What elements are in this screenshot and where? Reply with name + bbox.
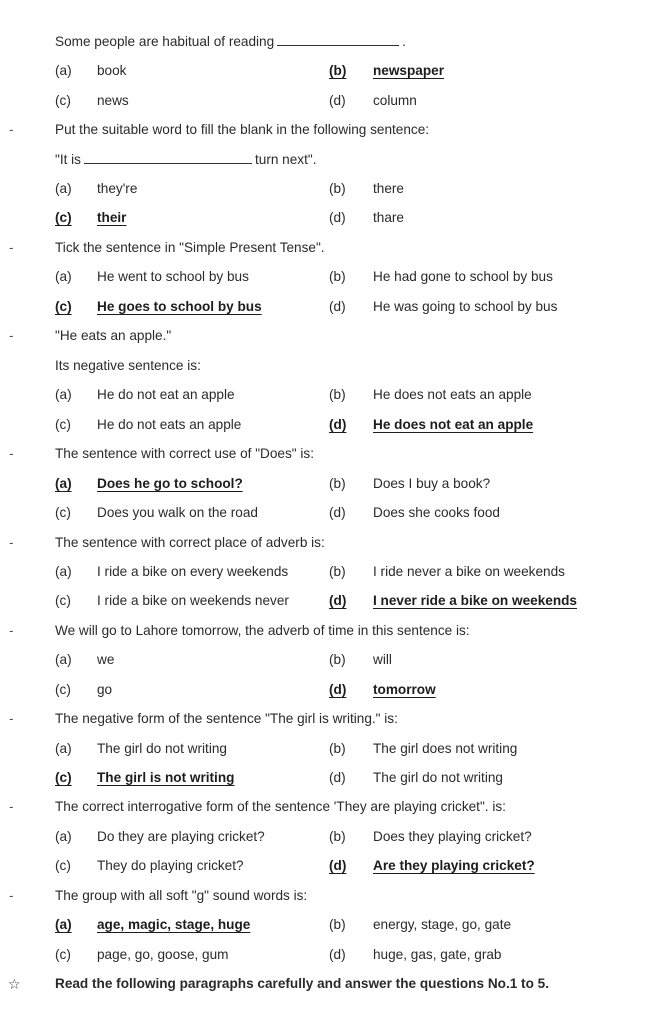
option-text: Does I buy a book?	[373, 476, 491, 491]
options-row	[0, 208, 657, 228]
option-label: (d)	[329, 770, 346, 785]
options-row	[0, 915, 657, 935]
option-text: energy, stage, go, gate	[373, 917, 512, 932]
option-text-correct: He does not eat an apple	[373, 417, 534, 432]
option-text-correct: The girl is not writing	[97, 770, 235, 785]
options-row	[0, 91, 657, 111]
options-row	[0, 297, 657, 317]
option-label-correct: (c)	[55, 770, 72, 785]
option-label: (d)	[329, 93, 346, 108]
question-stem-text: The correct interrogative form of the sentence 'They are playing cricket". is:	[55, 799, 506, 814]
question-stem-text: Put the suitable word to fill the blank in the following sentence:	[55, 122, 430, 137]
options-row	[0, 680, 657, 700]
question-stem-text: The sentence with correct use of "Does" is:	[55, 446, 314, 461]
options-row	[0, 61, 657, 81]
question-9-stem	[0, 797, 657, 817]
option-label-correct: (b)	[329, 63, 347, 78]
options-row	[0, 650, 657, 670]
options-row	[0, 945, 657, 965]
option-text: He do not eat an apple	[97, 387, 235, 402]
bullet-dash: -	[9, 446, 14, 461]
question-stem-text: The negative form of the sentence "The girl is writing." is:	[55, 711, 398, 726]
option-text: The girl does not writing	[373, 741, 518, 756]
options-row	[0, 827, 657, 847]
option-text: will	[373, 652, 392, 667]
option-text: The girl do not writing	[97, 741, 227, 756]
option-label: (b)	[329, 741, 346, 756]
bullet-dash: -	[9, 122, 14, 137]
option-label: (c)	[55, 682, 71, 697]
option-text: They do playing cricket?	[97, 858, 244, 873]
option-label-correct: (d)	[329, 417, 347, 432]
options-row	[0, 768, 657, 788]
option-text: He had gone to school by bus	[373, 269, 553, 284]
option-label: (b)	[329, 476, 346, 491]
options-row	[0, 179, 657, 199]
options-row	[0, 562, 657, 582]
question-1-stem	[0, 32, 657, 52]
option-text: Does she cooks food	[373, 505, 500, 520]
option-text: Does you walk on the road	[97, 505, 258, 520]
option-text-correct: newspaper	[373, 63, 445, 78]
question-8-stem	[0, 709, 657, 729]
option-label: (d)	[329, 210, 346, 225]
option-label: (b)	[329, 387, 346, 402]
option-text: huge, gas, gate, grab	[373, 947, 502, 962]
options-row	[0, 474, 657, 494]
answer-blank	[277, 33, 399, 46]
bullet-dash: -	[9, 328, 14, 343]
option-label: (a)	[55, 652, 72, 667]
option-label: (b)	[329, 564, 346, 579]
question-7-stem	[0, 621, 657, 641]
option-label: (d)	[329, 947, 346, 962]
option-text-correct: tomorrow	[373, 682, 436, 697]
option-text: they're	[97, 181, 138, 196]
options-row	[0, 739, 657, 759]
option-label-correct: (c)	[55, 210, 72, 225]
option-text-correct: Are they playing cricket?	[373, 858, 535, 873]
option-text-correct: Does he go to school?	[97, 476, 243, 491]
option-text: Does they playing cricket?	[373, 829, 532, 844]
option-label: (a)	[55, 387, 72, 402]
answer-blank	[84, 151, 252, 164]
question-stem-text: We will go to Lahore tomorrow, the adverb of time in this sentence is:	[55, 623, 470, 638]
instruction-text: Read the following paragraphs carefully and answer the questions No.1 to 5.	[55, 976, 550, 991]
option-label: (b)	[329, 829, 346, 844]
question-stem-text: "It is	[55, 152, 81, 167]
option-label: (c)	[55, 593, 71, 608]
option-label: (d)	[329, 299, 346, 314]
options-row	[0, 856, 657, 876]
option-text: page, go, goose, gum	[97, 947, 229, 962]
reading-instruction	[0, 974, 657, 994]
options-row	[0, 591, 657, 611]
option-label-correct: (d)	[329, 858, 347, 873]
option-text-correct: I never ride a bike on weekends	[373, 593, 577, 608]
option-text: thare	[373, 210, 404, 225]
option-text: go	[97, 682, 113, 697]
question-6-stem	[0, 533, 657, 553]
option-label: (d)	[329, 505, 346, 520]
question-stem-text: Some people are habitual of reading	[55, 34, 275, 49]
option-text-correct: He goes to school by bus	[97, 299, 262, 314]
option-text: The girl do not writing	[373, 770, 503, 785]
star-outline-icon: ☆	[8, 976, 21, 992]
question-2-stem	[0, 120, 657, 140]
option-text: Do they are playing cricket?	[97, 829, 265, 844]
bullet-dash: -	[9, 888, 14, 903]
question-stem-text: The group with all soft "g" sound words is:	[55, 888, 308, 903]
option-label-correct: (a)	[55, 917, 72, 932]
bullet-dash: -	[9, 240, 14, 255]
question-stem-text: Its negative sentence is:	[55, 358, 201, 373]
options-row	[0, 415, 657, 435]
question-4-stem	[0, 326, 657, 346]
option-label-correct: (d)	[329, 593, 347, 608]
option-text: He do not eats an apple	[97, 417, 242, 432]
option-label: (c)	[55, 93, 71, 108]
bullet-dash: -	[9, 711, 14, 726]
option-label-correct: (d)	[329, 682, 347, 697]
option-text-correct: age, magic, stage, huge	[97, 917, 251, 932]
option-label-correct: (c)	[55, 299, 72, 314]
option-text: He does not eats an apple	[373, 387, 532, 402]
option-text: we	[97, 652, 115, 667]
option-label: (a)	[55, 269, 72, 284]
option-label-correct: (a)	[55, 476, 72, 491]
option-label: (c)	[55, 858, 71, 873]
option-text: column	[373, 93, 417, 108]
bullet-dash: -	[9, 535, 14, 550]
options-row	[0, 267, 657, 287]
option-text: news	[97, 93, 129, 108]
option-label: (b)	[329, 181, 346, 196]
option-text: I ride a bike on every weekends	[97, 564, 289, 579]
question-stem-text: "He eats an apple."	[55, 328, 172, 343]
question-stem-text: Tick the sentence in "Simple Present Tense".	[55, 240, 325, 255]
option-text: I ride a bike on weekends never	[97, 593, 289, 608]
question-stem-text: turn next".	[254, 152, 317, 167]
option-label: (a)	[55, 741, 72, 756]
question-stem-text: The sentence with correct place of adverb is:	[55, 535, 325, 550]
option-text: there	[373, 181, 404, 196]
option-text: I ride never a bike on weekends	[373, 564, 565, 579]
option-text: book	[97, 63, 127, 78]
option-label: (a)	[55, 63, 72, 78]
option-label: (b)	[329, 269, 346, 284]
option-text-correct: their	[97, 210, 127, 225]
question-10-stem	[0, 886, 657, 906]
question-4-subprompt	[0, 356, 657, 376]
option-label: (c)	[55, 505, 71, 520]
option-text: He was going to school by bus	[373, 299, 558, 314]
option-label: (b)	[329, 652, 346, 667]
option-label: (c)	[55, 947, 71, 962]
option-label: (a)	[55, 829, 72, 844]
options-row	[0, 503, 657, 523]
question-stem-text: .	[402, 34, 406, 49]
question-2-sentence	[0, 150, 657, 170]
bullet-dash: -	[9, 799, 14, 814]
question-3-stem	[0, 238, 657, 258]
option-label: (a)	[55, 564, 72, 579]
question-5-stem	[0, 444, 657, 464]
option-label: (a)	[55, 181, 72, 196]
option-text: He went to school by bus	[97, 269, 249, 284]
bullet-dash: -	[9, 623, 14, 638]
option-label: (c)	[55, 417, 71, 432]
option-label: (b)	[329, 917, 346, 932]
options-row	[0, 385, 657, 405]
